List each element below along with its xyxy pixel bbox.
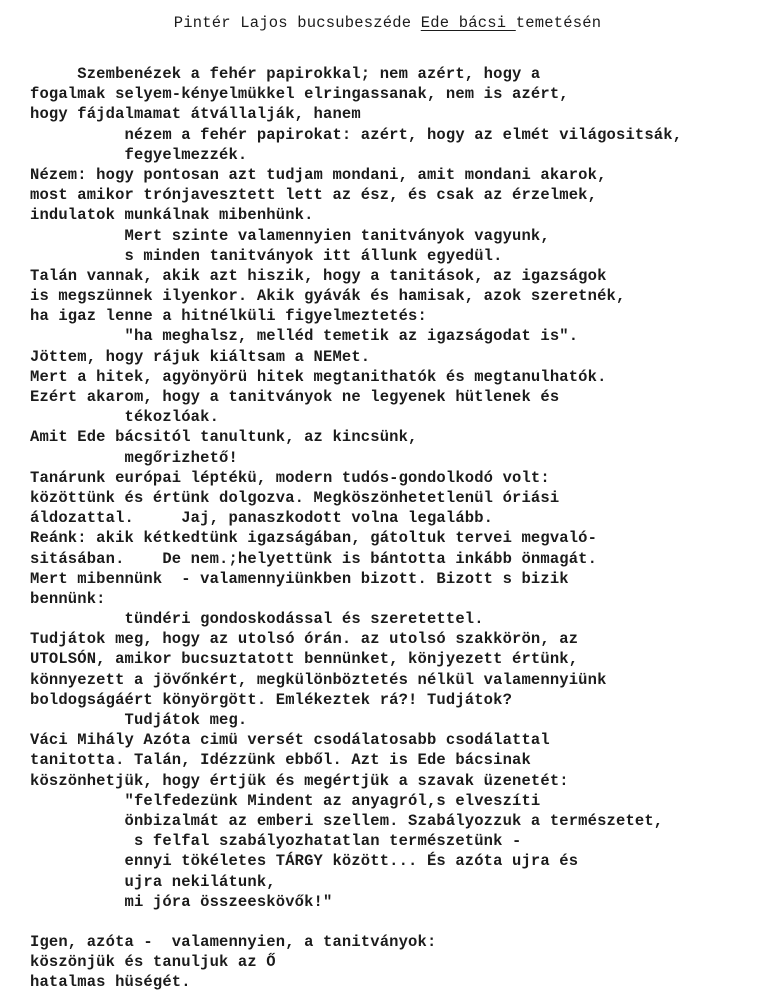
text-line: "ha meghalsz, melléd temetik az igazságodat is".	[30, 327, 579, 346]
text-line: s minden tanitványok itt állunk egyedül.	[30, 246, 503, 265]
text-line: köszönhetjük, hogy értjük és megértjük a szavak üzenetét:	[30, 771, 569, 790]
text-line: hogy fájdalmamat átvállalják, hanem	[30, 105, 361, 124]
text-line: Reánk: akik kétkedtünk igazságában, gátoltuk tervei megvaló-	[30, 529, 598, 548]
text-line: Mert szinte valamennyien tanitványok vagyunk,	[30, 226, 550, 245]
text-line: most amikor trónjavesztett lett az ész, és csak az érzelmek,	[30, 186, 598, 205]
text-line: nézem a fehér papirokat: azért, hogy az elmét világositsák,	[30, 125, 683, 144]
text-line: "felfedezünk Mindent az anyagról,s elveszíti	[30, 791, 541, 810]
text-line: tündéri gondoskodással és szeretettel.	[30, 610, 484, 629]
text-line: megőrizhető!	[30, 448, 238, 467]
text-line: közöttünk és értünk dolgozva. Megköszönhetetlenül óriási	[30, 488, 560, 507]
text-line: Amit Ede bácsitól tanultunk, az kincsünk,	[30, 428, 418, 447]
text-line: Tanárunk európai léptékü, modern tudós-gondolkodó volt:	[30, 468, 550, 487]
text-line: Jöttem, hogy rájuk kiáltsam a NEMet.	[30, 347, 371, 366]
text-line: sitásában. De nem.;helyettünk is bántotta inkább önmagát.	[30, 549, 598, 568]
text-line: tékozlóak.	[30, 408, 220, 427]
text-line: Szembenézek a fehér papirokkal; nem azért, hogy a	[30, 65, 541, 83]
text-line: hatalmas hüségét.	[30, 973, 191, 992]
text-line: ha igaz lenne a hitnélküli figyelmeztetés:	[30, 307, 427, 326]
text-line: fegyelmezzék.	[30, 145, 248, 164]
text-line: ujra nekilátunk,	[30, 872, 276, 891]
text-line: Mert a hitek, agyönyörü hitek megtanithatók és megtanulhatók.	[30, 367, 607, 386]
text-line: Mert mibennünk - valamennyiünkben bizott. Bizott s bizik	[30, 569, 569, 588]
text-line: UTOLSÓN, amikor bucsuztatott bennünket, könjyezett értünk,	[30, 650, 579, 669]
text-line: ennyi tökéletes TÁRGY között... És azóta ujra és	[30, 852, 579, 871]
text-line: Ezért akarom, hogy a tanitványok ne legyenek hütlenek és	[30, 388, 560, 406]
text-line: Igen, azóta - valamennyien, a tanitványok:	[30, 933, 437, 952]
text-line: Talán vannak, akik azt hiszik, hogy a tanitások, az igazságok	[30, 266, 607, 285]
text-line: is megszünnek ilyenkor. Akik gyávák és hamisak, azok szeretnék,	[30, 287, 626, 306]
text-line: köszönjük és tanuljuk az Ő	[30, 953, 276, 972]
title-part-3: temetésén	[515, 14, 602, 32]
title-part-1: Pintér Lajos bucsubeszéde	[173, 14, 421, 32]
text-line: Tudjátok meg.	[30, 711, 248, 729]
text-line: Tudjátok meg, hogy az utolsó órán. az utolsó szakkörön, az	[30, 630, 579, 649]
text-line: Nézem: hogy pontosan azt tudjam mondani, amit mondani akarok,	[30, 165, 607, 184]
text-line: s felfal szabályozhatatlan természetünk -	[30, 832, 522, 851]
text-line: könnyezett a jövőnkért, megkülönböztetés nélkül valamennyiünk	[30, 670, 607, 689]
text-line: bennünk:	[30, 589, 106, 608]
text-line: boldogságáért könyörgött. Emlékeztek rá?! Tudjátok?	[30, 690, 513, 709]
text-line: önbizalmát az emberi szellem. Szabályozzuk a természetet,	[30, 811, 664, 830]
text-line: indulatok munkálnak mibenhünk.	[30, 206, 314, 225]
text-line: áldozattal. Jaj, panaszkodott volna legalább.	[30, 509, 494, 528]
text-line: tanitotta. Talán, Idézzünk ebből. Azt is Ede bácsinak	[30, 751, 531, 770]
page-title	[0, 14, 775, 32]
text-line: fogalmak selyem-kényelmükkel elringassanak, nem is azért,	[30, 85, 569, 104]
text-line: mi jóra összeeskövők!"	[30, 892, 333, 911]
speech-text	[30, 64, 770, 993]
text-line: Váci Mihály Azóta cimü versét csodálatosabb csodálattal	[30, 731, 550, 750]
title-part-2-underlined: Ede bácsi	[420, 14, 516, 32]
text-line	[30, 912, 770, 932]
